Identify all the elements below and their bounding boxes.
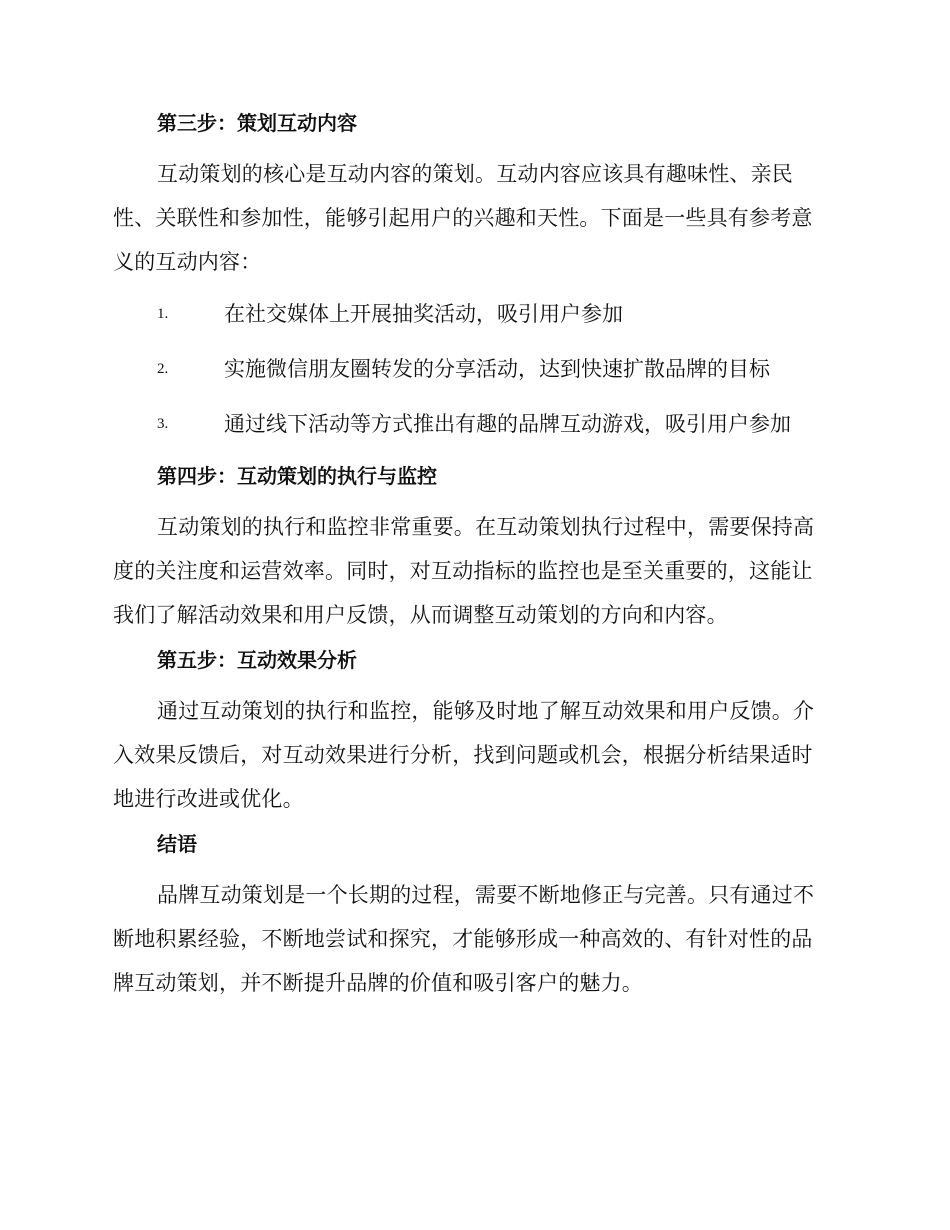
list-item-number: 2. xyxy=(157,361,169,377)
interaction-content-list xyxy=(113,292,833,457)
list-item xyxy=(113,292,833,347)
list-item-number: 1. xyxy=(157,306,169,322)
paragraph-step3: 互动策划的核心是互动内容的策划。互动内容应该具有趣味性、亲民性、关联性和参加性，能够引起用户的兴趣和天性。下面是一些具有参考意义的互动内容： xyxy=(113,162,813,274)
section-heading-step4: 第四步：互动策划的执行与监控 xyxy=(157,464,437,488)
document-body xyxy=(113,108,833,1013)
section-heading-step3: 第三步：策划互动内容 xyxy=(157,111,357,135)
section-heading-step5: 第五步：互动效果分析 xyxy=(157,648,357,672)
list-item-text: 通过线下活动等方式推出有趣的品牌互动游戏，吸引用户参加 xyxy=(224,412,791,436)
list-item-text: 在社交媒体上开展抽奖活动，吸引用户参加 xyxy=(224,302,623,326)
paragraph-step5: 通过互动策划的执行和监控，能够及时地了解互动效果和用户反馈。介入效果反馈后，对互动效果进行分析，找到问题或机会，根据分析结果适时地进行改进或优化。 xyxy=(113,699,815,811)
list-item xyxy=(113,347,833,402)
list-item-number: 3. xyxy=(157,416,169,432)
list-item xyxy=(113,402,833,457)
paragraph-conclusion: 品牌互动策划是一个长期的过程，需要不断地修正与完善。只有通过不断地积累经验，不断地尝试和探究，才能够形成一种高效的、有针对性的品牌互动策划，并不断提升品牌的价值和吸引客户的魅力。 xyxy=(113,883,815,995)
section-heading-conclusion: 结语 xyxy=(157,832,197,856)
list-item-text: 实施微信朋友圈转发的分享活动，达到快速扩散品牌的目标 xyxy=(224,357,770,381)
paragraph-step4: 互动策划的执行和监控非常重要。在互动策划执行过程中，需要保持高度的关注度和运营效率。同时，对互动指标的监控也是至关重要的，这能让我们了解活动效果和用户反馈，从而调整互动策划的方向和内容。 xyxy=(113,515,815,627)
